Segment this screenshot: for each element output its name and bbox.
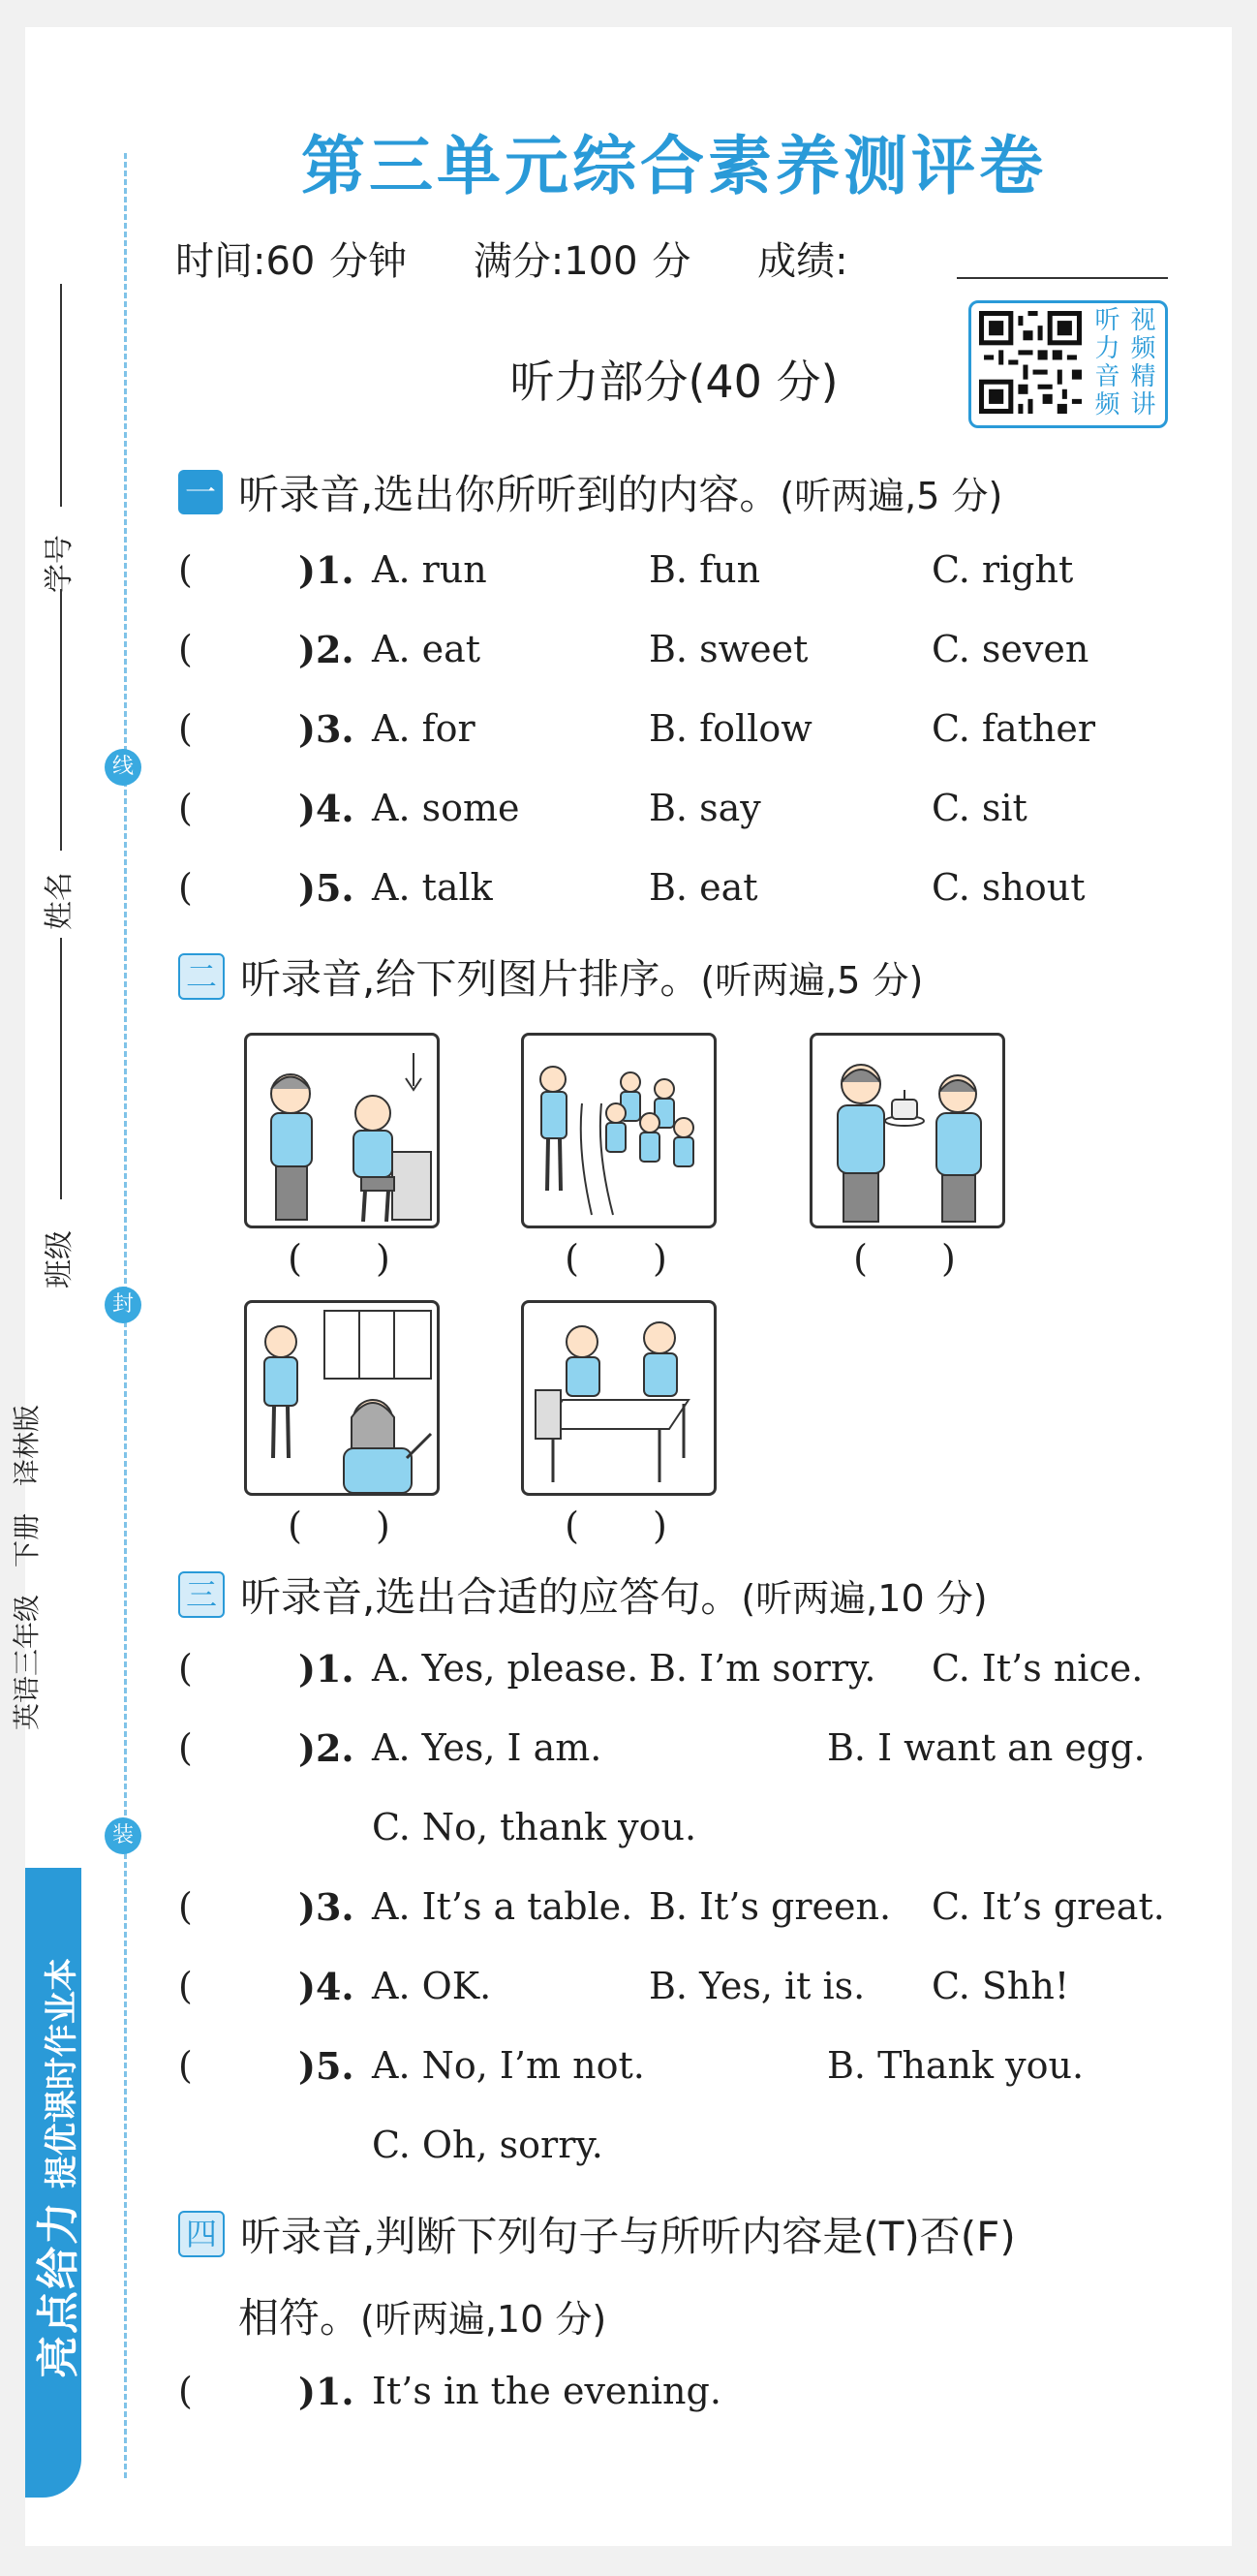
- option-b: B. I want an egg.: [827, 1726, 1146, 1769]
- binding-margin: [11, 27, 122, 2546]
- section-2-number: 二: [178, 953, 225, 1000]
- section-1-note: (听两遍,5 分): [780, 474, 1003, 517]
- seal-mark: 封: [105, 1287, 141, 1323]
- class-line: [60, 938, 62, 1199]
- question-number: )4.: [298, 1965, 354, 2008]
- picture-3-answer[interactable]: ( ): [853, 1237, 956, 1280]
- section-1-title: 听录音,选出你所听到的内容。: [238, 471, 781, 518]
- question-number: )2.: [298, 1726, 354, 1770]
- worksheet-page: [11, 27, 1232, 2546]
- section-4-title: 听录音,判断下列句子与所听内容是(T)否(F): [240, 2213, 1016, 2260]
- student-no-line: [60, 284, 62, 507]
- option-c: C. sit: [932, 787, 1027, 829]
- section-4-heading-cont: [238, 2286, 606, 2344]
- option-c: C. It’s great.: [932, 1885, 1165, 1928]
- qr-word: 听: [1094, 306, 1120, 335]
- option-c: C. Oh, sorry.: [372, 2124, 603, 2166]
- qr-code-icon: [979, 311, 1082, 414]
- student-no-label: 学号: [43, 535, 77, 593]
- question-number: )1.: [298, 1647, 354, 1691]
- window-illustration: [247, 1303, 437, 1493]
- question-number: )5.: [298, 2044, 354, 2088]
- option-b: B. say: [649, 787, 761, 829]
- section-1-heading: [178, 463, 1002, 521]
- option-c: C. father: [932, 707, 1095, 750]
- score-blank[interactable]: [957, 277, 1168, 279]
- answer-blank[interactable]: (: [178, 707, 193, 750]
- qr-word: 讲: [1130, 390, 1156, 419]
- picture-desk: [521, 1300, 717, 1496]
- option-a: A. No, I’m not.: [372, 2044, 645, 2087]
- section-3-title: 听录音,选出合适的应答句。: [240, 1573, 742, 1621]
- line-up-illustration: [524, 1036, 714, 1226]
- question-number: )1.: [298, 2370, 354, 2413]
- picture-1-answer[interactable]: ( ): [288, 1237, 390, 1280]
- qr-word: 频: [1130, 334, 1156, 363]
- sit-down-illustration: [247, 1036, 437, 1226]
- section-1-number: 一: [178, 470, 223, 514]
- answer-blank[interactable]: (: [178, 1647, 193, 1690]
- question-number: )3.: [298, 1885, 354, 1929]
- qr-word: 频: [1094, 390, 1120, 419]
- book-info: 英语三年级 下册 译林版: [11, 1404, 44, 1731]
- option-b: B. It’s green.: [649, 1885, 892, 1928]
- option-c: C. seven: [932, 628, 1089, 670]
- option-b: B. fun: [649, 548, 761, 591]
- qr-word: 视: [1130, 306, 1156, 335]
- answer-blank[interactable]: (: [178, 866, 193, 909]
- question-number: )3.: [298, 707, 354, 751]
- answer-blank[interactable]: (: [178, 2370, 193, 2412]
- option-b: B. Thank you.: [827, 2044, 1085, 2087]
- option-b: B. eat: [649, 866, 758, 909]
- qr-code-panel[interactable]: [968, 300, 1168, 428]
- option-a: A. It’s a table.: [372, 1885, 633, 1928]
- option-a: A. Yes, I am.: [372, 1726, 602, 1769]
- question-number: )5.: [298, 866, 354, 910]
- picture-window: [244, 1300, 440, 1496]
- qr-word: 音: [1094, 362, 1120, 391]
- picture-2-answer[interactable]: ( ): [565, 1237, 667, 1280]
- option-a: A. Yes, please.: [372, 1647, 639, 1690]
- statement-text: It’s in the evening.: [372, 2370, 721, 2412]
- picture-5-answer[interactable]: ( ): [565, 1505, 667, 1547]
- answer-blank[interactable]: (: [178, 1726, 193, 1769]
- time-label: 时间:60 分钟: [175, 239, 408, 284]
- option-a: A. eat: [372, 628, 481, 670]
- qr-word: 精: [1130, 362, 1156, 391]
- option-b: B. sweet: [649, 628, 809, 670]
- brand-small: 提优课时作业本: [43, 1958, 81, 2189]
- cake-illustration: [812, 1036, 1002, 1226]
- option-c: C. right: [932, 548, 1074, 591]
- section-3-number: 三: [178, 1571, 225, 1618]
- page-title: 第三单元综合素养测评卷: [301, 129, 1047, 203]
- option-c: C. shout: [932, 866, 1086, 909]
- name-label: 姓名: [43, 872, 77, 930]
- answer-blank[interactable]: (: [178, 628, 193, 670]
- question-number: )2.: [298, 628, 354, 671]
- name-line: [60, 589, 62, 851]
- brand-text: [23, 1958, 85, 2378]
- option-c: C. Shh!: [932, 1965, 1070, 2007]
- answer-blank[interactable]: (: [178, 1885, 193, 1928]
- answer-blank[interactable]: (: [178, 548, 193, 591]
- section-3-heading: [178, 1566, 988, 1624]
- option-b: B. follow: [649, 707, 812, 750]
- qr-caption: [1089, 307, 1161, 419]
- option-a: A. for: [372, 707, 475, 750]
- option-b: B. I’m sorry.: [649, 1647, 876, 1690]
- listening-section-title: 听力部分(40 分): [509, 356, 839, 408]
- question-number: )4.: [298, 787, 354, 830]
- option-a: A. OK.: [372, 1965, 492, 2007]
- picture-cake: [810, 1033, 1005, 1228]
- score-label: 成绩:: [757, 239, 848, 284]
- option-c: C. It’s nice.: [932, 1647, 1144, 1690]
- option-a: A. talk: [372, 866, 493, 909]
- picture-4-answer[interactable]: ( ): [288, 1505, 390, 1547]
- section-2-heading: [178, 947, 923, 1006]
- class-label: 班级: [43, 1230, 77, 1288]
- question-number: )1.: [298, 548, 354, 592]
- section-4-heading: [178, 2205, 1016, 2263]
- section-2-title: 听录音,给下列图片排序。: [240, 955, 701, 1003]
- section-2-note: (听两遍,5 分): [700, 958, 924, 1002]
- answer-blank[interactable]: (: [178, 1965, 193, 2007]
- section-4-title-2: 相符。: [238, 2294, 361, 2342]
- line-mark: 线: [105, 749, 141, 786]
- option-c: C. No, thank you.: [372, 1806, 697, 1848]
- picture-sit-down: [244, 1033, 440, 1228]
- option-a: A. run: [372, 548, 487, 591]
- full-score-label: 满分:100 分: [473, 239, 691, 284]
- picture-line-up: [521, 1033, 717, 1228]
- section-3-note: (听两遍,10 分): [741, 1576, 988, 1620]
- answer-blank[interactable]: (: [178, 787, 193, 829]
- desk-illustration: [524, 1303, 714, 1493]
- option-b: B. Yes, it is.: [649, 1965, 866, 2007]
- option-a: A. some: [372, 787, 520, 829]
- brand-big: 亮点给力: [34, 2200, 83, 2378]
- exam-meta: [175, 231, 901, 286]
- section-4-note: (听两遍,10 分): [360, 2297, 607, 2341]
- bind-mark: 装: [105, 1817, 141, 1854]
- qr-word: 力: [1094, 334, 1120, 363]
- section-4-number: 四: [178, 2211, 225, 2257]
- answer-blank[interactable]: (: [178, 2044, 193, 2087]
